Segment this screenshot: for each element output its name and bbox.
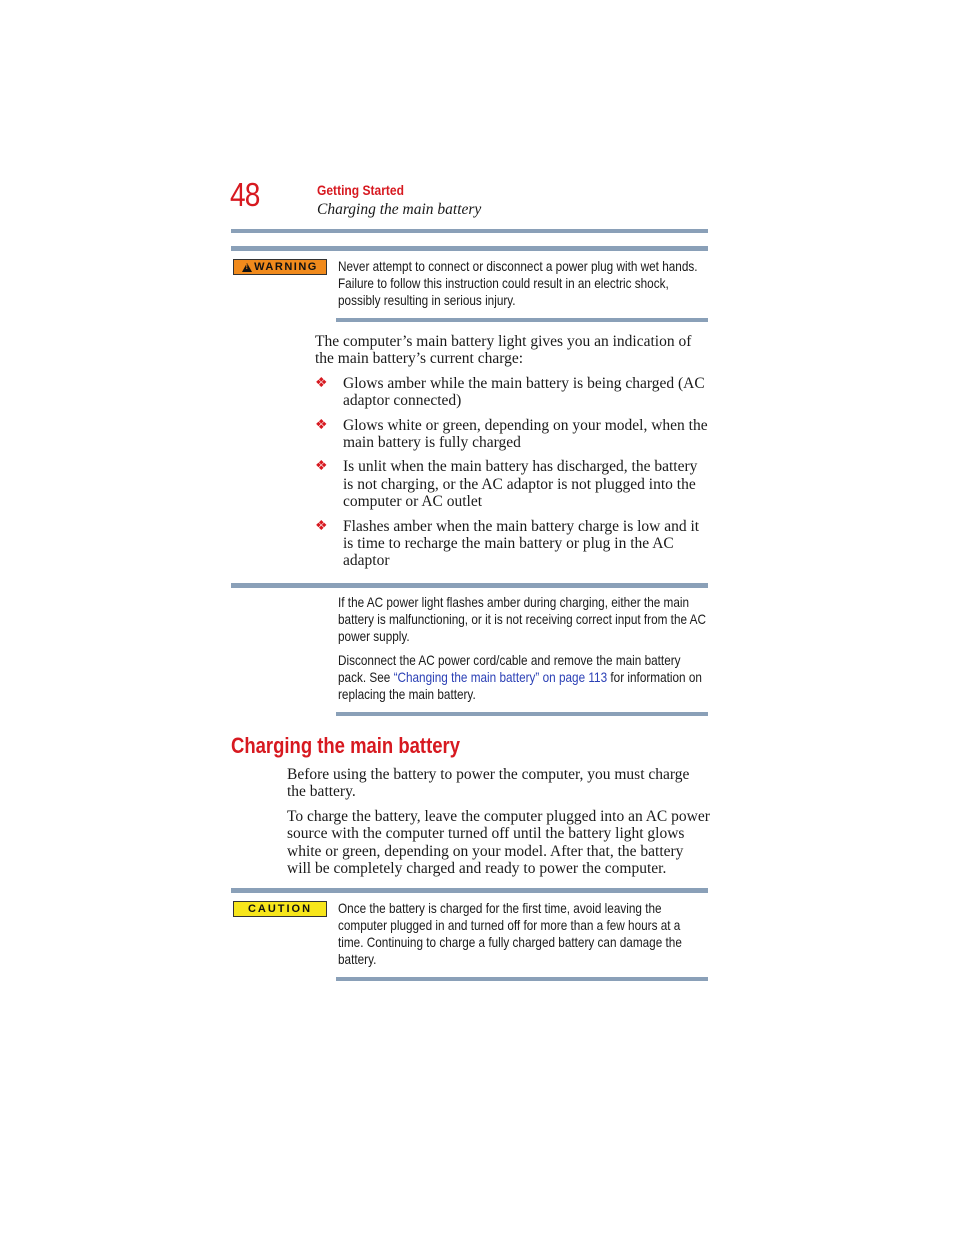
note-text-after-link: for information on replacing the main battery.: [338, 669, 702, 702]
caution-paragraph: Once the battery is charged for the first time, avoid leaving the computer plugged in and turned off for more than a few hours at a time. Continuing to charge a fully charged battery can damage the battery.: [338, 900, 682, 967]
warning-top-rule: [231, 246, 708, 251]
note-text-before-link: Disconnect the AC power cord/cable and remove the main battery pack. See: [338, 652, 681, 685]
list-item: [315, 518, 710, 570]
caution-bottom-rule: [336, 977, 708, 981]
note-paragraph-1: If the AC power light flashes amber during charging, either the main battery is malfunctioning, or it is not receiving correct input from the AC power supply.: [338, 594, 706, 644]
page-number: 48: [230, 176, 260, 213]
running-header-section: Getting Started: [317, 182, 404, 198]
bullet-diamond-icon: ❖: [315, 459, 328, 475]
list-item: [315, 417, 710, 452]
warning-text: [338, 258, 708, 316]
warning-triangle-icon: [242, 263, 252, 272]
warning-bottom-rule: [336, 318, 708, 322]
bullet-diamond-icon: ❖: [315, 417, 328, 433]
warning-paragraph: Never attempt to connect or disconnect a power plug with wet hands. Failure to follow this instruction could result in an electric shock, possibly resulting in serious injury.: [338, 258, 698, 308]
list-item-text: Is unlit when the main battery has discharged, the battery is not charging, or the AC adaptor is not plugged into the computer or AC outlet: [343, 458, 698, 511]
warning-label-text: WARNING: [254, 261, 318, 273]
list-item-text: Glows amber while the main battery is being charged (AC adaptor connected): [343, 374, 705, 410]
caution-label: [233, 901, 327, 917]
list-item: [315, 458, 710, 510]
caution-top-rule: [231, 888, 708, 893]
note-top-rule: [231, 583, 708, 588]
note-bottom-rule: [336, 712, 708, 716]
caution-label-text: CAUTION: [247, 903, 313, 915]
caution-text: [338, 900, 708, 975]
note-text: [338, 594, 708, 710]
list-item-text: Flashes amber when the main battery charge is low and it is time to recharge the main battery or plug in the AC adaptor: [343, 517, 700, 570]
battery-light-list: [315, 375, 710, 570]
bullet-diamond-icon: ❖: [315, 375, 328, 391]
main-battery-light-section: [315, 333, 710, 577]
charging-paragraph-2: To charge the battery, leave the computer plugged into an AC power source with the computer turned off until the battery light glows white or green, depending on your model. After that, the battery will be completely charged and ready to power the computer.: [287, 807, 710, 878]
charging-section-body: [287, 766, 710, 884]
warning-label: [233, 259, 327, 275]
note-paragraph-2: [338, 652, 708, 703]
list-item: [315, 375, 710, 410]
running-header-topic: Charging the main battery: [317, 201, 482, 218]
bullet-diamond-icon: ❖: [315, 518, 328, 534]
section-title: Charging the main battery: [231, 733, 460, 758]
charging-paragraph-1: Before using the battery to power the computer, you must charge the battery.: [287, 766, 690, 801]
intro-paragraph: The computer’s main battery light gives you an indication of the main battery’s current charge:: [315, 333, 692, 368]
changing-main-battery-link[interactable]: “Changing the main battery” on page 113: [393, 669, 608, 685]
list-item-text: Glows white or green, depending on your model, when the main battery is fully charged: [343, 416, 708, 452]
header-rule: [231, 229, 708, 233]
